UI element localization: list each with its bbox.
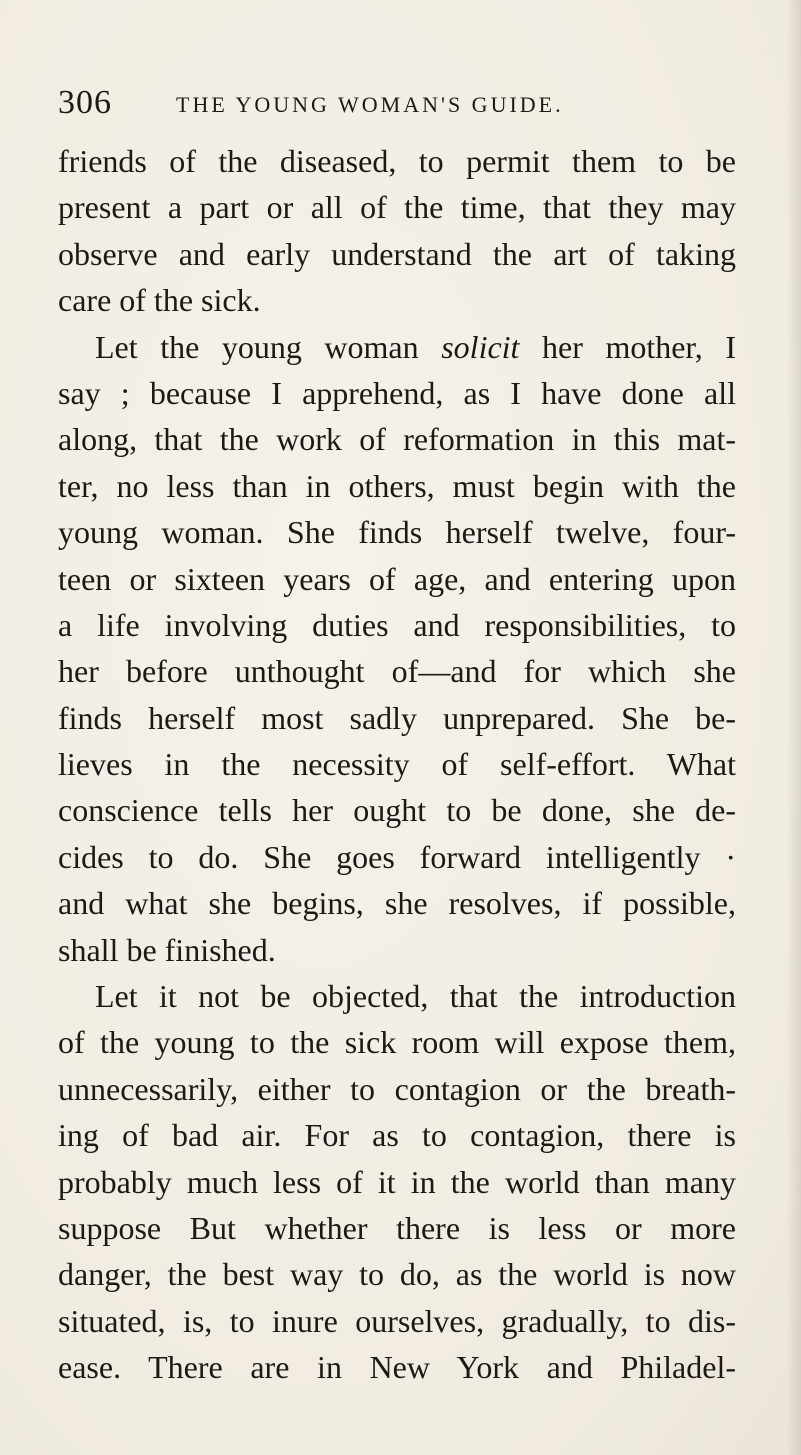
text-line: conscience tells her ought to be done, she de- bbox=[58, 792, 736, 829]
text-line: danger, the best way to do, as the world is now bbox=[58, 1256, 736, 1293]
text-line: situated, is, to inure ourselves, gradually, to dis- bbox=[58, 1302, 736, 1339]
text-line: her before unthought of—and for which she bbox=[58, 653, 736, 690]
text-line: young woman. She finds herself twelve, four- bbox=[58, 514, 736, 551]
text-line: say ; because I apprehend, as I have done all bbox=[58, 374, 736, 411]
running-head-title: THE YOUNG WOMAN'S GUIDE. bbox=[176, 92, 564, 117]
page-number: 306 bbox=[58, 84, 112, 121]
body-text bbox=[58, 138, 736, 1391]
text-segment: Let the young woman bbox=[95, 328, 419, 365]
text-line: probably much less of it in the world than many bbox=[58, 1163, 736, 1200]
text-line: shall be finished. bbox=[58, 931, 276, 968]
running-head bbox=[58, 84, 738, 124]
text-line: Let it not be objected, that the introduction bbox=[95, 978, 736, 1015]
text-line: friends of the diseased, to permit them to be bbox=[58, 143, 736, 179]
text-line: teen or sixteen years of age, and entering upon bbox=[58, 560, 736, 597]
text-segment: her mother, I bbox=[542, 328, 737, 365]
text-line-with-emphasis bbox=[58, 324, 736, 370]
text-line: ing of bad air. For as to contagion, there is bbox=[58, 1117, 736, 1154]
emphasized-word: solicit bbox=[441, 328, 520, 365]
text-line: suppose But whether there is less or more bbox=[58, 1209, 736, 1246]
text-line: care of the sick. bbox=[58, 282, 261, 319]
text-line: lieves in the necessity of self-effort. What bbox=[58, 746, 736, 783]
page-edge-shadow bbox=[787, 0, 801, 1455]
text-line: finds herself most sadly unprepared. She be- bbox=[58, 699, 736, 736]
text-line: cides to do. She goes forward intelligently · bbox=[58, 838, 736, 875]
text-line: present a part or all of the time, that they may bbox=[58, 189, 736, 226]
text-line: observe and early understand the art of taking bbox=[58, 235, 736, 272]
text-line: a life involving duties and responsibilities, to bbox=[58, 606, 736, 643]
text-line: ease. There are in New York and Philadel- bbox=[58, 1349, 736, 1386]
text-line: along, that the work of reformation in this mat- bbox=[58, 421, 736, 458]
text-line: of the young to the sick room will expose them, bbox=[58, 1024, 736, 1061]
text-line: ter, no less than in others, must begin with the bbox=[58, 467, 736, 504]
text-line: unnecessarily, either to contagion or the breath- bbox=[58, 1070, 736, 1107]
text-line: and what she begins, she resolves, if possible, bbox=[58, 885, 736, 922]
